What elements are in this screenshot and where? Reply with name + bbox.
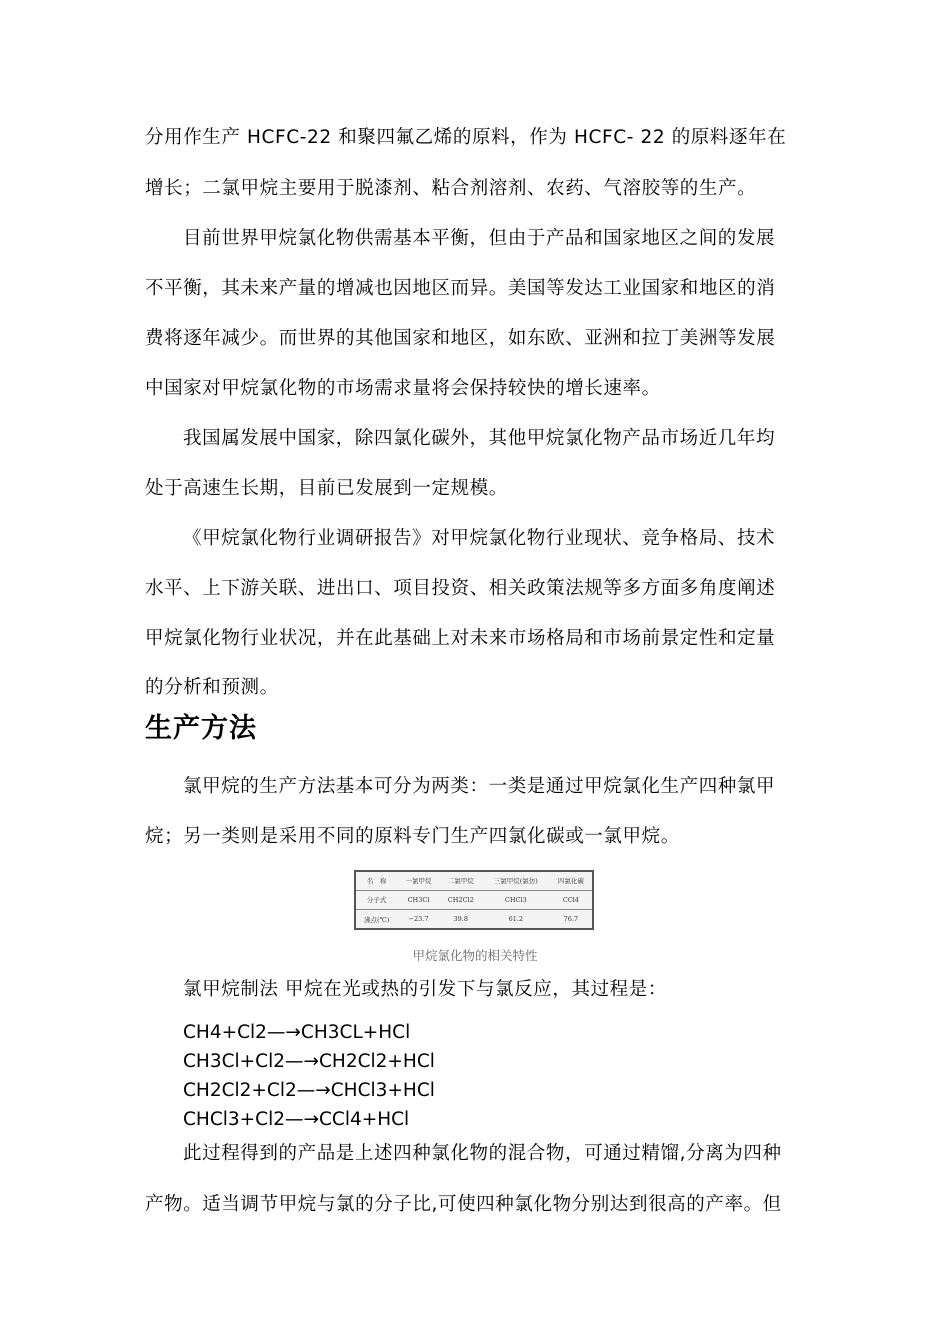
table-cell: 沸点(℃) — [364, 915, 390, 924]
paragraph-line: 甲烷氯化物行业状况，并在此基础上对未来市场格局和市场前景定性和定量 — [145, 628, 776, 649]
paragraph-line: 此过程得到的产品是上述四种氯化物的混合物，可通过精馏,分离为四种 — [183, 1143, 782, 1164]
table-cell: 61.2 — [508, 915, 524, 924]
table-cell: CH3Cl — [397, 890, 439, 909]
paragraph-line: 目前世界甲烷氯化物供需基本平衡，但由于产品和国家地区之间的发展 — [183, 228, 776, 249]
table-cell: CCl4 — [550, 890, 592, 909]
paragraph-line: 不平衡，其未来产量的增减也因地区而异。美国等发达工业国家和地区的消 — [145, 278, 776, 299]
table-cell: 名 称 — [356, 872, 397, 890]
paragraph-line: 氯甲烷的生产方法基本可分为两类：一类是通过甲烷氯化生产四种氯甲 — [183, 776, 776, 797]
table-cell: 分子式 — [356, 890, 397, 909]
paragraph-line: 中国家对甲烷氯化物的市场需求量将会保持较快的增长速率。 — [145, 378, 661, 399]
paragraph-line: 烷；另一类则是采用不同的原料专门生产四氯化碳或一氯甲烷。 — [145, 826, 680, 847]
reaction-formula: CH4+Cl2—→CH3CL+HCl — [183, 1022, 411, 1043]
properties-table-image — [354, 870, 594, 930]
table-cell: 三氯甲烷(氯仿) — [482, 872, 550, 890]
table-cell: 二氯甲烷 — [440, 872, 482, 890]
reaction-formula: CHCl3+Cl2—→CCl4+HCl — [183, 1109, 410, 1130]
table-cell: 76.7 — [563, 915, 579, 924]
paragraph-line: 分用作生产 HCFC-22 和聚四氟乙烯的原料，作为 HCFC- 22 的原料逐年在 — [145, 127, 787, 148]
table-cell: CHCl3 — [482, 890, 550, 909]
table-row — [356, 910, 592, 928]
table-cell: 一氯甲烷 — [397, 872, 439, 890]
table-caption: 甲烷氯化物的相关特性 — [412, 948, 538, 963]
section-heading: 生产方法 — [145, 713, 257, 744]
table-row — [356, 890, 592, 909]
table-cell: CH2Cl2 — [440, 890, 482, 909]
table-cell: 39.8 — [453, 915, 469, 924]
table-cell: 四氯化碳 — [550, 872, 592, 890]
reaction-formula: CH2Cl2+Cl2—→CHCl3+HCl — [183, 1080, 435, 1101]
paragraph-line: 的分析和预测。 — [145, 677, 279, 698]
paragraph-line: 处于高速生长期，目前已发展到一定规模。 — [145, 478, 508, 499]
paragraph-line: 水平、上下游关联、进出口、项目投资、相关政策法规等多方面多角度阐述 — [145, 578, 776, 599]
reaction-formula: CH3Cl+Cl2—→CH2Cl2+HCl — [183, 1051, 435, 1072]
paragraph-line: 《甲烷氯化物行业调研报告》对甲烷氯化物行业现状、竞争格局、技术 — [183, 528, 776, 549]
table-row — [356, 872, 592, 890]
paragraph-line: 我国属发展中国家，除四氯化碳外，其他甲烷氯化物产品市场近几年均 — [183, 428, 776, 449]
paragraph-line: 氯甲烷制法 甲烷在光或热的引发下与氯反应，其过程是： — [183, 979, 667, 1000]
table-cell: −23.7 — [408, 915, 429, 924]
paragraph-line: 产物。适当调节甲烷与氯的分子比,可使四种氯化物分别达到很高的产率。但 — [145, 1194, 782, 1215]
paragraph-line: 增长；二氯甲烷主要用于脱漆剂、粘合剂溶剂、农药、气溶胶等的生产。 — [145, 178, 757, 199]
paragraph-line: 费将逐年减少。而世界的其他国家和地区，如东欧、亚洲和拉丁美洲等发展 — [145, 328, 776, 349]
